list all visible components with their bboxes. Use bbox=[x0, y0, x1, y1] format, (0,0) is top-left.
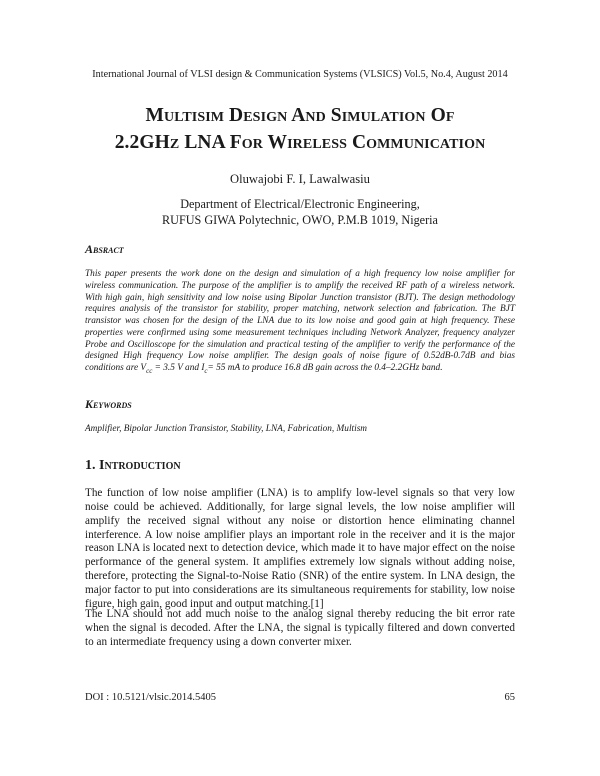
ic-subscript: c bbox=[204, 366, 208, 375]
introduction-paragraph-1: The function of low noise amplifier (LNA) is to amplify low-level signals so that very low noise could be achieved. Additionally, for large signal levels, the low noise amplifier will amplify the received signal without any noise or distortion hence eliminating channel interference. A low noise amplifier plays an important role in the receiver and it is the major reason LNA is located next to detection device, which made it to have major effect on the noise performance of the general system. It amplifies extremely low signals without adding noise, therefore, protecting the Signal-to-Noise Ratio (SNR) of the entire system. In LNA design, the major factor to put into considerations are its simultaneous requirements for stability, low noise figure, high gain, good input and output matching.[1] bbox=[85, 487, 515, 610]
title-line-2: 2.2GHz LNA For Wireless Communication bbox=[114, 132, 486, 153]
journal-header: International Journal of VLSI design & Communication Systems (VLSICS) Vol.5, No.4, August 2014 bbox=[92, 69, 508, 80]
abstract-heading: Absract bbox=[85, 242, 124, 256]
authors: Oluwajobi F. I, Lawalwasiu bbox=[230, 172, 370, 186]
title-line-1: Multisim Design And Simulation Of bbox=[145, 105, 455, 126]
abstract-text-part-2: = 3.5 V and I bbox=[152, 363, 205, 373]
affiliation bbox=[0, 196, 600, 228]
introduction-heading: 1. Introduction bbox=[85, 458, 181, 473]
abstract-text-part-1: This paper presents the work done on the design and simulation of a high frequency low noise amplifier for wireless communication. The purpose of the amplifier is to amplify the received RF path of a wireless network. With high gain, high sensitivity and low noise using Bipolar Junction transistor (BJT). The design methodology requires analysis of the transistor for stability, proper matching, network selection and fabrication. The BJT transistor was chosen for the design of the LNA due to its low noise and good gain at high frequency. These properties were confirmed using some measurement techniques including Network Analyzer, frequency analyzer Probe and Oscilloscope for the simulation and practical testing of the amplifier to verify the performance of the designed High frequency Low noise amplifier. The design goals of noise figure of 0.52dB-0.7dB and bias conditions are V bbox=[85, 269, 515, 373]
page-number: 65 bbox=[504, 692, 515, 703]
vcc-subscript: cc bbox=[146, 366, 153, 375]
paper-title bbox=[40, 102, 560, 156]
affiliation-line-1: Department of Electrical/Electronic Engineering, bbox=[180, 197, 420, 211]
footer-doi: DOI : 10.5121/vlsic.2014.5405 bbox=[85, 692, 216, 703]
introduction-paragraph-2: The LNA should not add much noise to the analog signal thereby reducing the bit error rate when the signal is decoded. After the LNA, the signal is typically filtered and down converted to an intermediate frequency using a down converter mixer. bbox=[85, 608, 515, 648]
keywords-heading: Keywords bbox=[85, 397, 132, 411]
affiliation-line-2: RUFUS GIWA Polytechnic, OWO, P.M.B 1019, Nigeria bbox=[162, 213, 438, 227]
keywords-text: Amplifier, Bipolar Junction Transistor, Stability, LNA, Fabrication, Multism bbox=[85, 424, 368, 434]
abstract-text bbox=[85, 269, 515, 378]
abstract-text-part-3: = 55 mA to produce 16.8 dB gain across the 0.4–2.2GHz band. bbox=[207, 363, 443, 373]
